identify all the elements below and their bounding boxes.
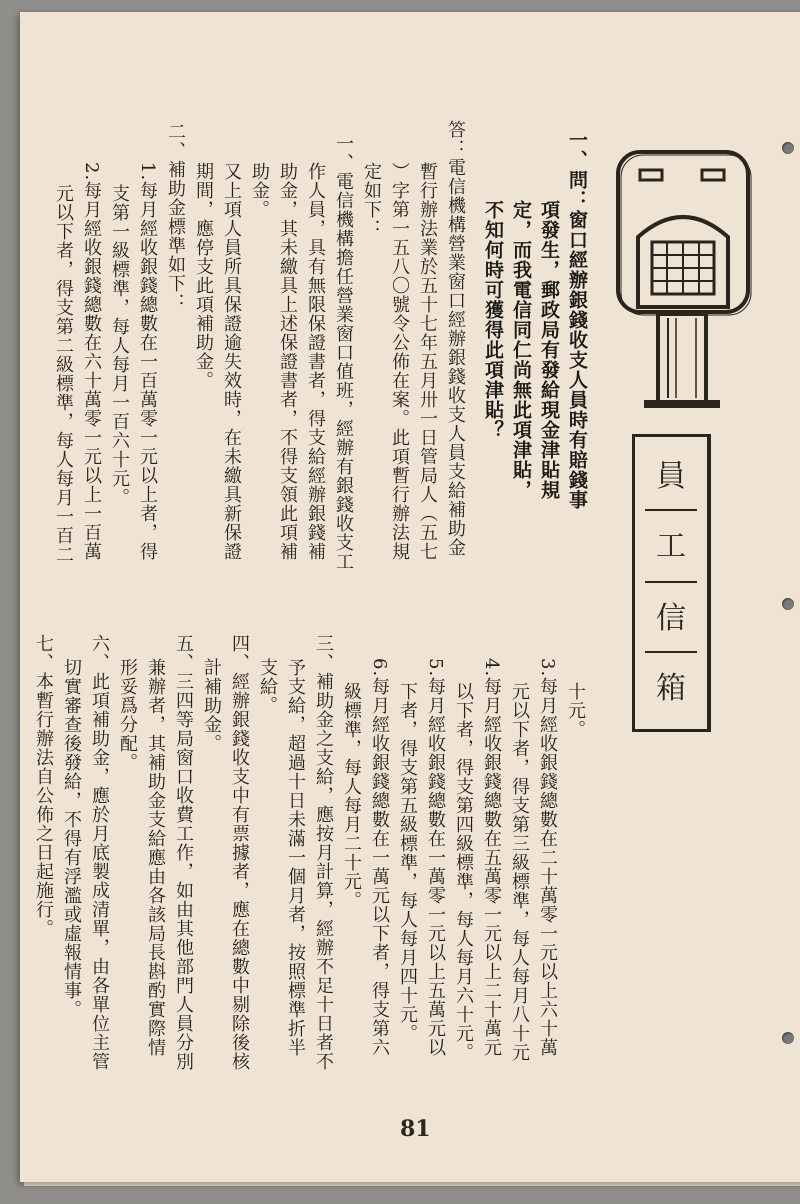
lower-line: 6.每月經收銀錢總數在一萬元以下者，得支第六 xyxy=(369,658,390,1058)
title-divider xyxy=(645,651,697,653)
lower-line: 四、經辦銀錢收支中有票據者，應在總數中剔除後核 xyxy=(229,634,250,1071)
answer-item-line: 又上項人員所具保證逾失效時，在未繳具新保證 xyxy=(221,162,242,561)
answer-subitem-line: 支第一級標準，每人每月一百六十元。 xyxy=(109,184,130,507)
question-line: 不知何時可獲得此項津貼？ xyxy=(482,200,504,440)
lower-line: 級標準，每人每月二十元。 xyxy=(341,682,362,910)
lower-line: 3.每月經收銀錢總數在二十萬零一元以上六十萬 xyxy=(537,658,558,1058)
lower-line: 切實審查後發給，不得有浮濫或虛報情事。 xyxy=(61,658,82,1019)
answer-line: 答：電信機構營業窗口經辦銀錢收支人員支給補助金 xyxy=(445,120,466,557)
answer-subitem-line: 1.每月經收銀錢總數在一百萬零一元以上者，得 xyxy=(137,162,158,562)
column-title-box xyxy=(632,434,711,732)
title-char: 箱 xyxy=(656,671,686,706)
question-line: 項發生，郵政局有發給現金津貼規 xyxy=(538,200,560,500)
page-number: 81 xyxy=(400,1116,431,1142)
lower-line: 五、三四等局窗口收費工作，如由其他部門人員分別 xyxy=(173,634,194,1071)
lower-line: 5.每月經收銀錢總數在一萬零一元以上五萬元以 xyxy=(425,658,446,1058)
lower-line: 4.每月經收銀錢總數在五萬零一元以上二十萬元 xyxy=(481,658,502,1058)
lower-line: 七、本暫行辦法自公佈之日起施行。 xyxy=(33,634,54,938)
title-divider xyxy=(645,581,697,583)
binder-hole xyxy=(782,142,794,154)
answer-line: ）字第一五八〇號令公佈在案。此項暫行辦法規 xyxy=(389,162,410,561)
question-line: 定，而我電信同仁尚無此項津貼， xyxy=(510,200,532,500)
answer-item-line: 作人員，具有無限保證書者，得支給經辦銀錢補 xyxy=(305,162,326,561)
title-char: 工 xyxy=(656,529,686,564)
mailbox-icon xyxy=(614,142,774,412)
title-char: 員 xyxy=(656,459,686,494)
lower-line: 下者，得支第五級標準，每人每月四十元。 xyxy=(397,682,418,1043)
lower-line: 支給。 xyxy=(257,658,278,715)
document-page xyxy=(20,12,800,1182)
lower-line: 兼辦者，其補助金支給應由各該局長斟酌實際情 xyxy=(145,658,166,1057)
lower-line: 十元。 xyxy=(565,682,586,739)
answer-item-line: 二、補助金標準如下： xyxy=(165,122,186,312)
answer-item-line: 助金，其未繳具上述保證書者，不得支領此項補 xyxy=(277,162,298,561)
lower-line: 形妥爲分配。 xyxy=(117,658,138,772)
question-line: 一、問：窗口經辦銀錢收支人員時有賠錢事 xyxy=(566,130,588,510)
answer-subitem-line: 元以下者，得支第二級標準，每人每月一百二 xyxy=(53,184,74,564)
lower-line: 元以下者，得支第三級標準，每人每月八十元 xyxy=(509,682,530,1062)
lower-line: 計補助金。 xyxy=(201,658,222,753)
answer-item-line: 期間，應停支此項補助金。 xyxy=(193,162,214,390)
binder-hole xyxy=(782,598,794,610)
answer-item-line: 一、電信機構擔任營業窗口值班，經辦有銀錢收支工 xyxy=(333,134,354,571)
lower-line: 三、補助金之支給，應按月計算，經辦不足十日者不 xyxy=(313,634,334,1071)
lower-line: 六、此項補助金，應於月底製成清單，由各單位主管 xyxy=(89,634,110,1071)
lower-line: 以下者，得支第四級標準，每人每月六十元。 xyxy=(453,682,474,1062)
answer-line: 定如下： xyxy=(361,162,382,238)
answer-subitem-line: 2.每月經收銀錢總數在六十萬零一元以上一百萬 xyxy=(81,162,102,562)
answer-item-line: 助金。 xyxy=(249,162,270,219)
lower-line: 予支給，超過十日未滿一個月者，按照標準折半 xyxy=(285,658,306,1057)
title-char: 信 xyxy=(656,601,686,636)
binder-hole xyxy=(782,1032,794,1044)
answer-line: 暫行辦法業於五十七年五月卅一日管局人（五七 xyxy=(417,162,438,561)
title-divider xyxy=(645,509,697,511)
